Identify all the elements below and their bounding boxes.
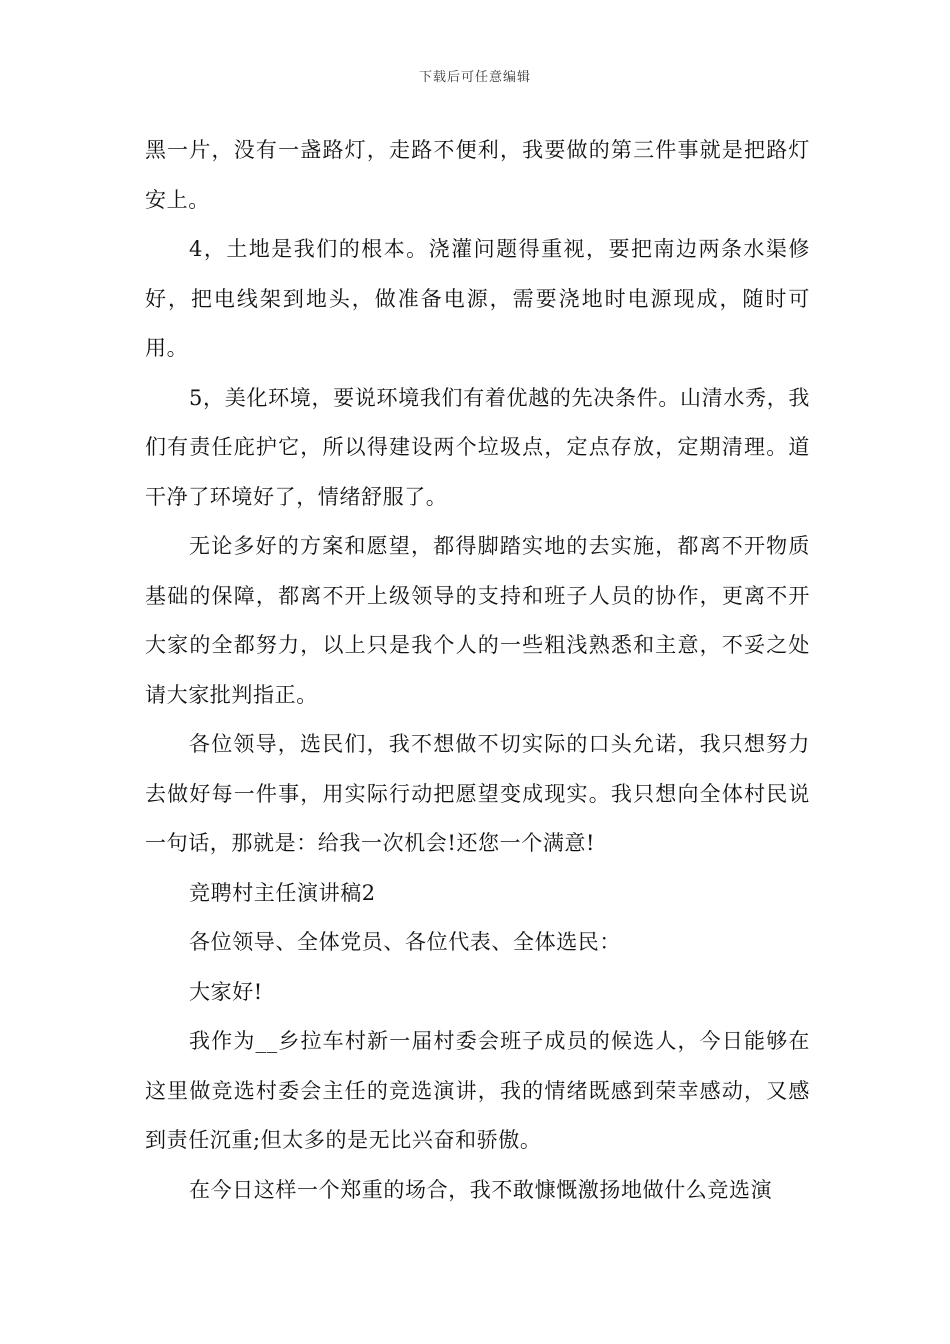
paragraph: 4，土地是我们的根本。浇灌问题得重视，要把南边两条水渠修好，把电线架到地头，做准备电源，需要浇地时电源现成，随时可用。 [145,237,810,360]
paragraph: 各位领导，选民们，我不想做不切实际的口头允诺，我只想努力去做好每一件事，用实际行动把愿望变成现实。我只想向全体村民说一句话，那就是：给我一次机会!还您一个满意! [145,732,810,855]
salutation: 各位领导、全体党员、各位代表、全体选民： [189,930,621,954]
paragraph: 我作为__乡拉车村新一届村委会班子成员的候选人，今日能够在这里做竞选村委会主任的竞选演讲，我的情绪既感到荣幸感动，又感到责任沉重;但太多的是无比兴奋和骄傲。 [145,1029,810,1152]
section-title: 竞聘村主任演讲稿2 [189,880,376,905]
greeting: 大家好! [189,979,263,1004]
paragraph: 无论多好的方案和愿望，都得脚踏实地的去实施，都离不开物质基础的保障，都离不开上级领导的支持和班子人员的协作，更离不开大家的全都努力，以上只是我个人的一些粗浅熟悉和主意，不妥之处请大家批判指正。 [145,534,810,707]
document-body [145,126,810,1215]
paragraph: 在今日这样一个郑重的场合，我不敢慷慨激扬地做什么竞选演 [189,1177,773,1202]
paragraph: 5，美化环境，要说环境我们有着优越的先决条件。山清水秀，我们有责任庇护它，所以得建设两个垃圾点，定点存放，定期清理。道干净了环境好了，情绪舒服了。 [145,385,810,509]
page-header: 下载后可任意编辑 [418,70,531,85]
paragraph: 黑一片，没有一盏路灯，走路不便利，我要做的第三件事就是把路灯安上。 [145,138,810,212]
